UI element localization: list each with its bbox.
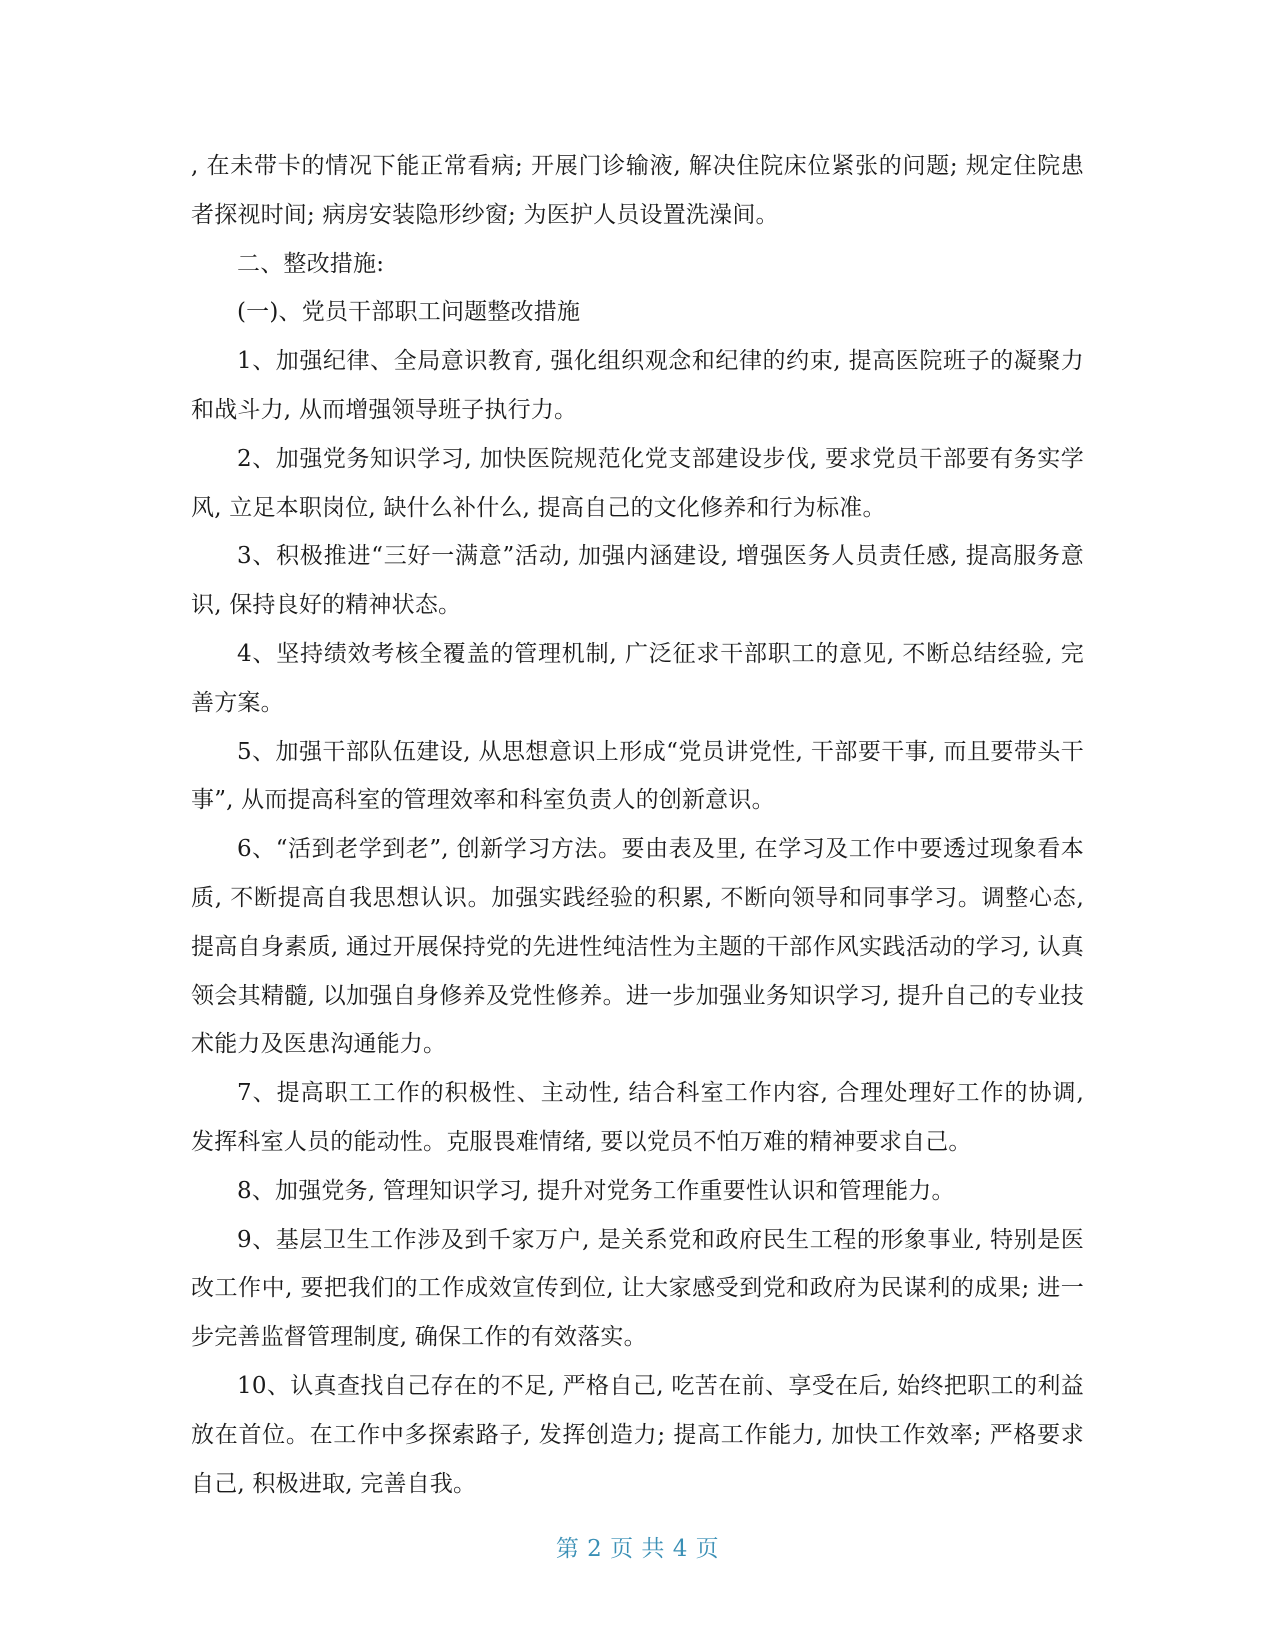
list-item-7: 7、提高职工工作的积极性、主动性, 结合科室工作内容, 合理处理好工作的协调, 发挥科室人员的能动性。克服畏难情绪, 要以党员不怕万难的精神要求自己。 [191, 1080, 1084, 1155]
list-item-2: 2、加强党务知识学习, 加快医院规范化党支部建设步伐, 要求党员干部要有务实学风, 立足本职岗位, 缺什么补什么, 提高自己的文化修养和行为标准。 [191, 445, 1084, 521]
footer-suffix: 页 [695, 1536, 720, 1562]
footer-middle: 页 共 [610, 1536, 665, 1562]
list-item-9: 9、基层卫生工作涉及到千家万户, 是关系党和政府民生工程的形象事业, 特别是医改工作中, 要把我们的工作成效宣传到位, 让大家感受到党和政府为民谋利的成果; 进一步完善监督管理制度, 确保工作的有效落实。 [191, 1226, 1084, 1351]
section-heading: 二、整改措施: [237, 250, 385, 277]
list-item-6: 6、“活到老学到老”, 创新学习方法。要由表及里, 在学习及工作中要透过现象看本质, 不断提高自我思想认识。加强实践经验的积累, 不断向领导和同事学习。调整心态, 提高自身素质, 通过开展保持党的先进性纯洁性为主题的干部作风实践活动的学习, 认真领会其精髓, 以加强自身修养及党性修养。进一步加强业务知识学习, 提升自己的专业技术能力及医患沟通能力。 [191, 836, 1084, 1058]
list-item-3: 3、积极推进“三好一满意”活动, 加强内涵建设, 增强医务人员责任感, 提高服务意识, 保持良好的精神状态。 [191, 543, 1084, 619]
footer-prefix: 第 [555, 1536, 580, 1562]
page-footer [0, 1530, 1275, 1563]
list-item-4: 4、坚持绩效考核全覆盖的管理机制, 广泛征求干部职工的意见, 不断总结经验, 完善方案。 [191, 640, 1084, 716]
list-item-8: 8、加强党务, 管理知识学习, 提升对党务工作重要性认识和管理能力。 [237, 1177, 955, 1204]
list-item-10: 10、认真查找自己存在的不足, 严格自己, 吃苦在前、享受在后, 始终把职工的利益放在首位。在工作中多探索路子, 发挥创造力; 提高工作能力, 加快工作效率; 严格要求自己, 积极进取, 完善自我。 [191, 1372, 1084, 1497]
subsection-heading: (一)、党员干部职工问题整改措施 [237, 299, 581, 326]
document-body [191, 142, 1084, 1508]
list-item-5: 5、加强干部队伍建设, 从思想意识上形成“党员讲党性, 干部要干事, 而且要带头干事”, 从而提高科室的管理效率和科室负责人的创新意识。 [191, 738, 1084, 814]
paragraph-continuation: , 在未带卡的情况下能正常看病; 开展门诊输液, 解决住院床位紧张的问题; 规定住院患者探视时间; 病房安装隐形纱窗; 为医护人员设置洗澡间。 [191, 153, 1084, 228]
footer-current-page: 2 [587, 1536, 603, 1562]
footer-total-pages: 4 [672, 1536, 688, 1562]
list-item-1: 1、加强纪律、全局意识教育, 强化组织观念和纪律的约束, 提高医院班子的凝聚力和战斗力, 从而增强领导班子执行力。 [191, 348, 1084, 423]
